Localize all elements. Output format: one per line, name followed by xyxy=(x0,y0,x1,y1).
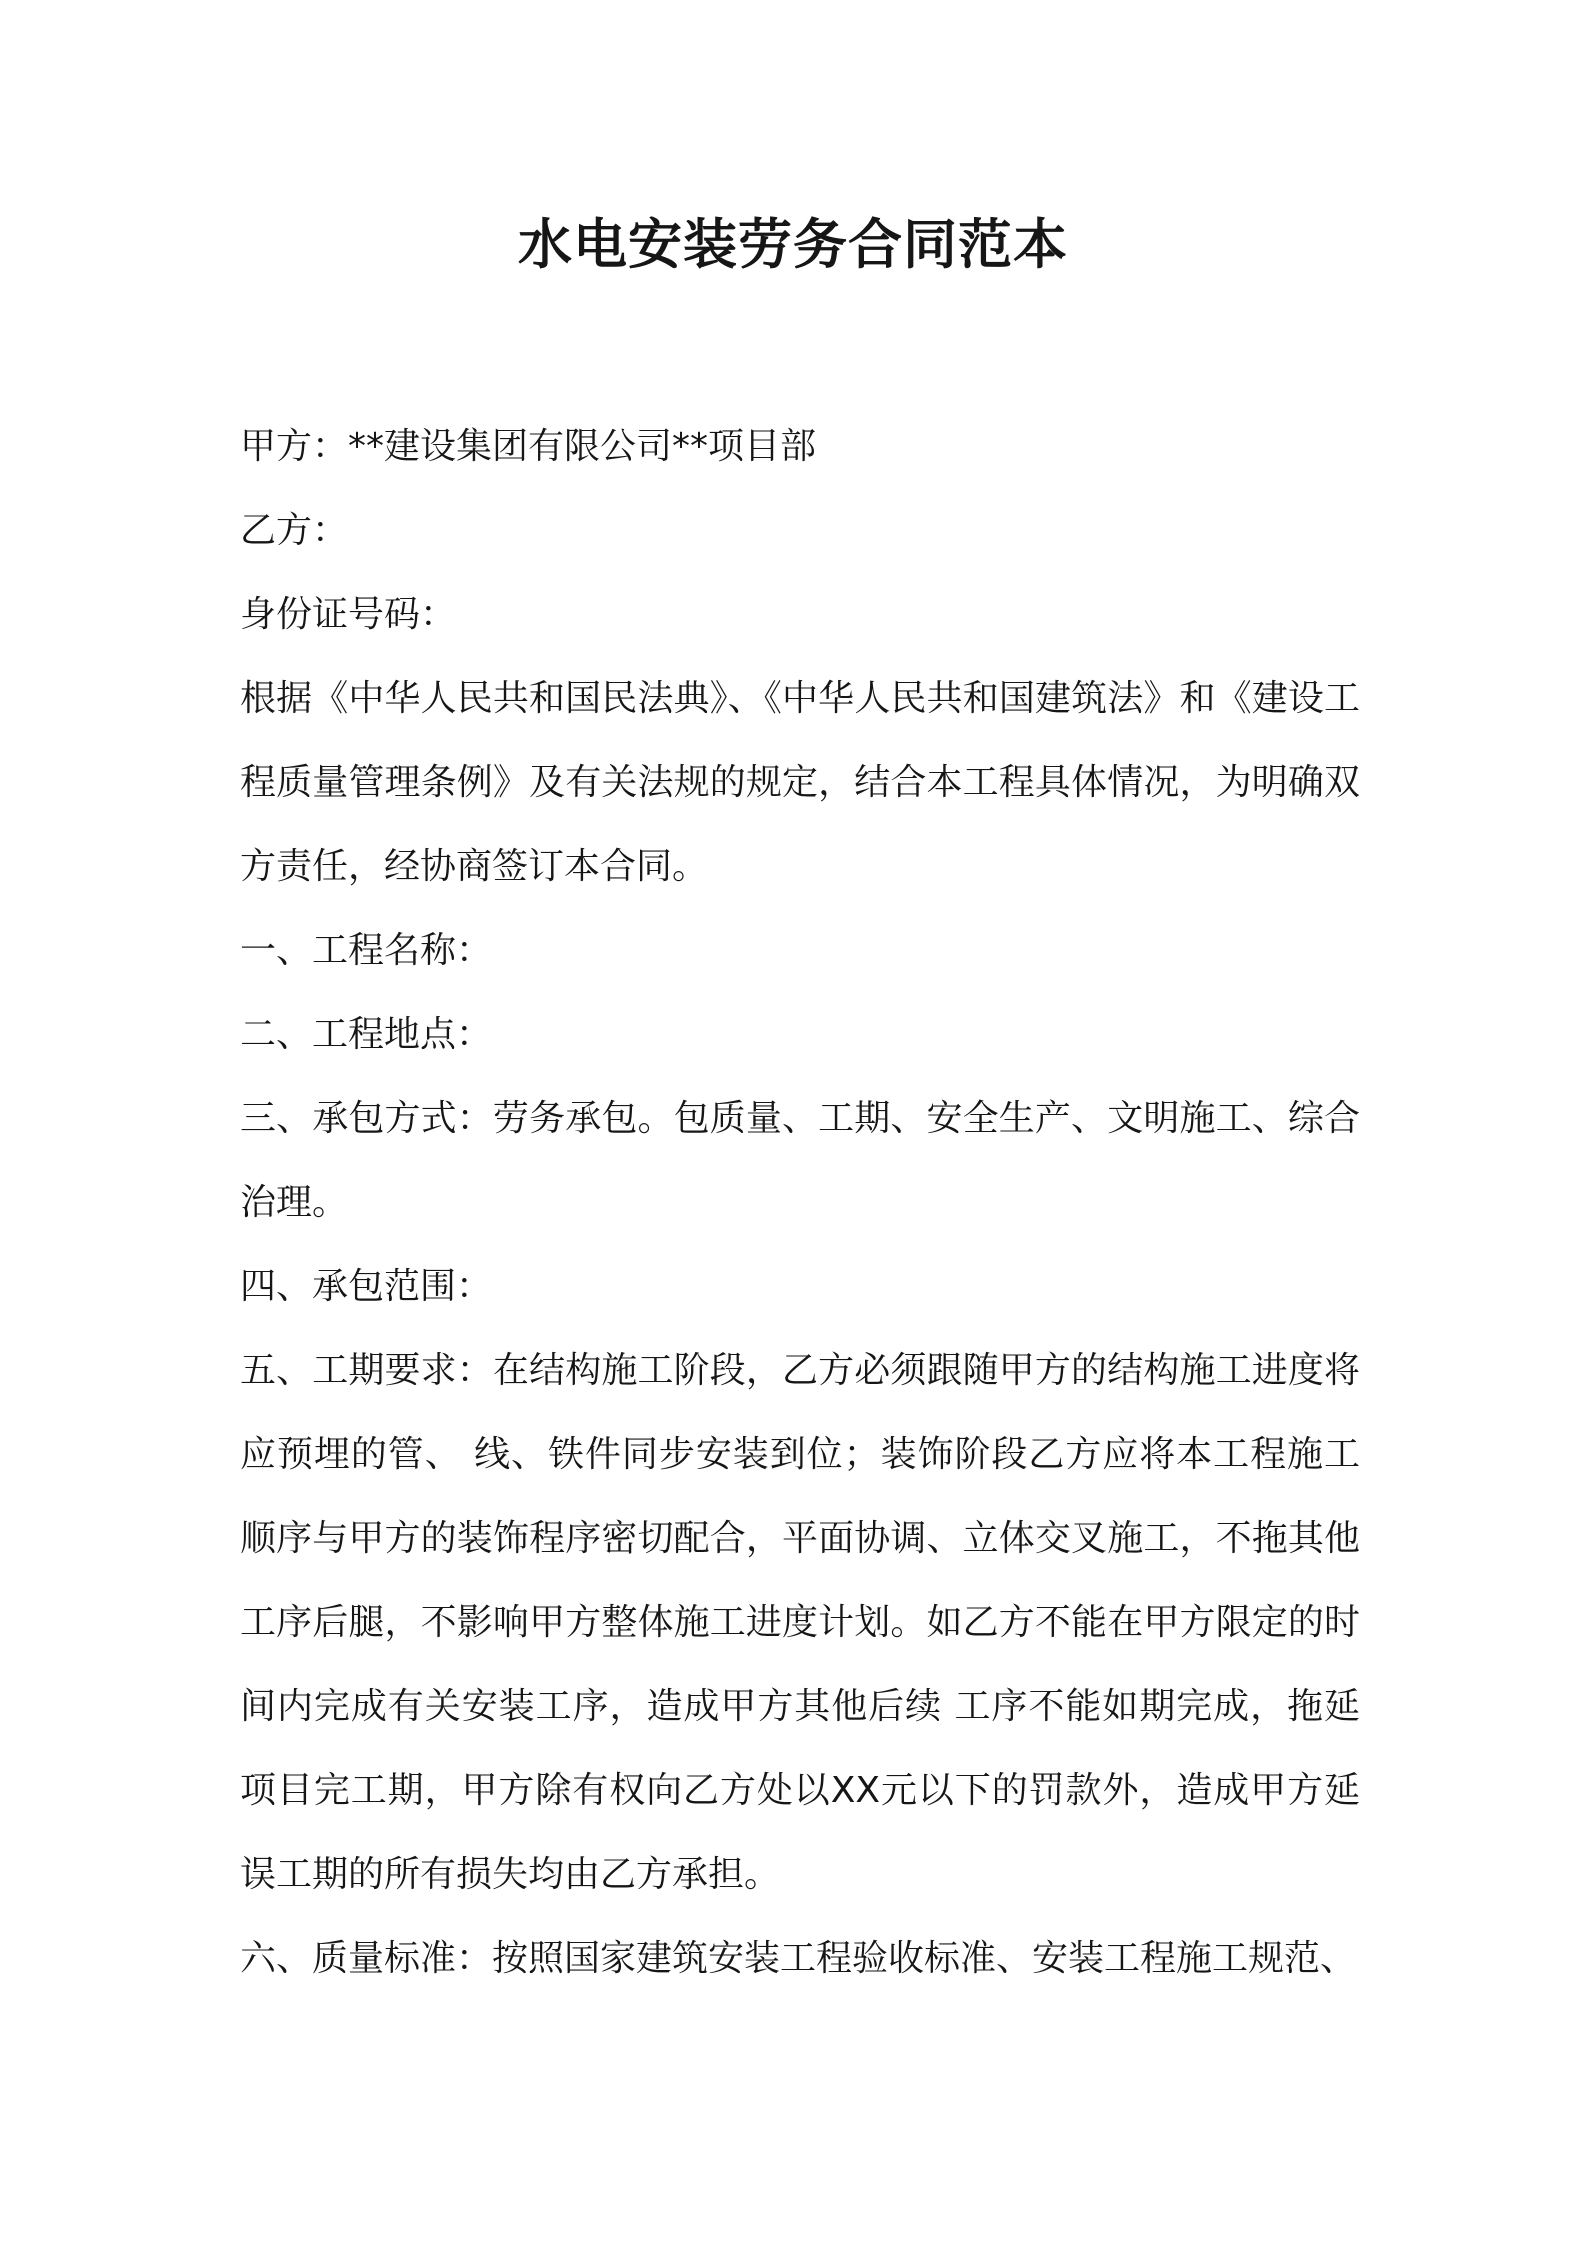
clause-4-contract-scope: 四、承包范围： xyxy=(240,1266,493,1307)
clause-6-quality-standards: 六、质量标准：按照国家建筑安装工程验收标准、安装工程施工规范、 xyxy=(240,1938,1357,1979)
id-number-line: 身份证号码： xyxy=(240,594,457,635)
clause-5-schedule-requirements: 五、工期要求：在结构施工阶段，乙方必须跟随甲方的结构施工进度将应预埋的管、 线、铁件同步安装到位；装饰阶段乙方应将本工程施工顺序与甲方的装饰程序密切配合，平面协调、立体交叉施工，不拖其他工序后腿，不影响甲方整体施工进度计划。如乙方不能在甲方限定的时间内完成有关安装工序，造成甲方其他后续 工序不能如期完成，拖延项目完工期，甲方除有权向乙方处以XX元以下的罚款外，造成甲方延误工期的所有损失均由乙方承担。 xyxy=(240,1350,1360,1895)
document-title: 水电安装劳务合同范本 xyxy=(518,213,1068,276)
party-b-line: 乙方： xyxy=(240,510,349,551)
clause-2-project-location: 二、工程地点： xyxy=(240,1014,493,1055)
party-a-line: 甲方：**建设集团有限公司**项目部 xyxy=(240,426,817,467)
preamble-paragraph: 根据《中华人民共和国民法典》、《中华人民共和国建筑法》和《建设工程质量管理条例》及有关法规的规定，结合本工程具体情况，为明确双方责任，经协商签订本合同。 xyxy=(240,678,1360,887)
clause-1-project-name: 一、工程名称： xyxy=(240,930,493,971)
document-body xyxy=(240,405,1360,2001)
clause-3-contract-method: 三、承包方式：劳务承包。包质量、工期、安全生产、文明施工、综合治理。 xyxy=(240,1098,1360,1223)
